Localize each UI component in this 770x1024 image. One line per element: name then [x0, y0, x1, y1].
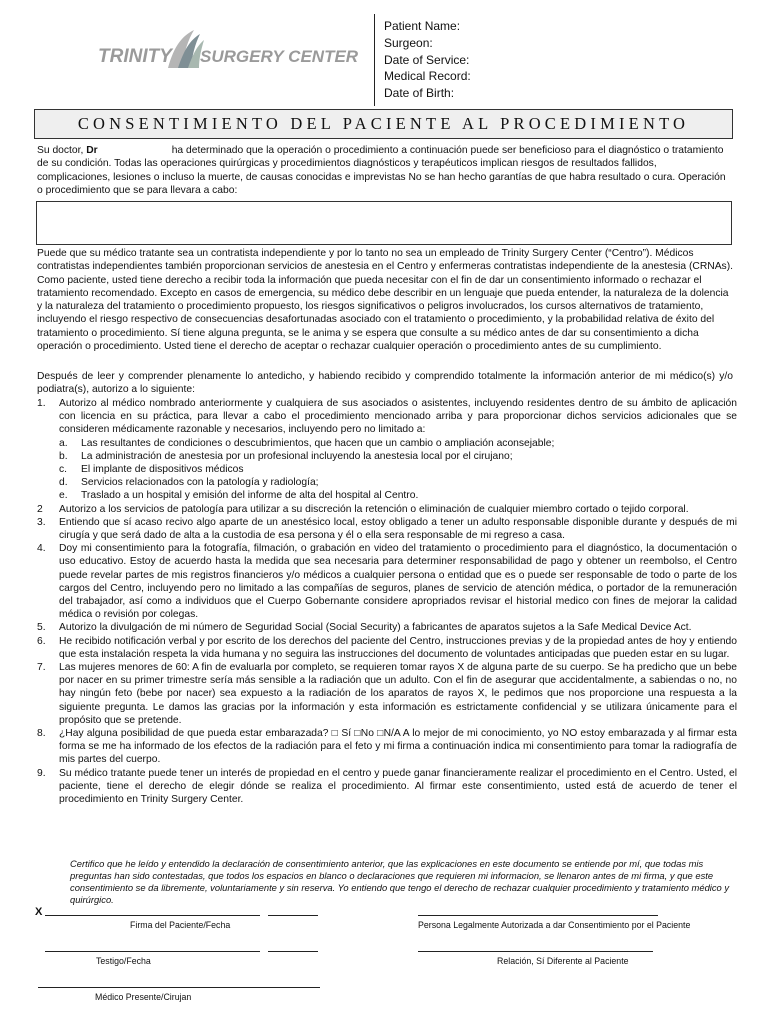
- logo-swoosh-icon: [168, 30, 204, 68]
- list-item: [37, 621, 737, 634]
- doctor-signature-line[interactable]: [38, 987, 320, 988]
- intro-text: ha determinado que la operación o procedimiento a continuación puede ser beneficioso para el diagnóstico o tratamiento de su condición. Todas las operaciones quirúrgicas y procedimientos diagnósticos y terapéuticos implican riesgos de resultados fallidos, complicaciones, lesiones o incluso la muerte, de causas conocidas e imprevistas No se han hecho garantías de que habra resultado o cura. Operación o procedimiento que se para llevara a cabo:: [37, 145, 726, 197]
- item-number: 6.: [37, 635, 46, 647]
- witness-label: Testigo/Fecha: [96, 956, 151, 966]
- sub-item: [59, 476, 737, 489]
- logo-word-left: TRINITY: [98, 46, 172, 67]
- sub-text: Servicios relacionados con la patología y radiología;: [81, 477, 319, 489]
- item-text: Autorizo a los servicios de patología para utilizar a su discreción la retención o eliminación de cualquier miembro cortado o tejido corporal.: [59, 503, 689, 515]
- list-item: [37, 542, 737, 621]
- list-item: [37, 661, 737, 727]
- medical-record-label: Medical Record:: [384, 69, 471, 84]
- patient-info-box: [374, 14, 574, 106]
- item-text: He recibido notificación verbal y por escrito de los derechos del paciente del Centro, instrucciones previas y de la propiedad antes de hoy y entiendo que esta instalación respeta la vida humana y no seguira las instrucciones del documento de voluntades anticipadas que pueden estar en su lugar.: [59, 635, 737, 660]
- trinity-surgery-center-logo: [96, 26, 359, 76]
- intro-prefix: Su doctor,: [37, 145, 87, 156]
- patient-name-label: Patient Name:: [384, 19, 461, 33]
- logo-word-right: SURGERY CENTER: [200, 47, 359, 66]
- patient-date-line[interactable]: [268, 915, 318, 916]
- authorization-intro: Después de leer y comprender plenamente lo antedicho, y habiendo recibido y comprendido totalmente la información anterior de mi médico(s) y/o podiatra(s), autorizo a lo siguiente:: [37, 371, 733, 396]
- sub-letter: b.: [59, 450, 68, 462]
- item-text: Doy mi consentimiento para la fotografía, filmación, o grabación en video del tratamiento o procedimiento para el diagnóstico, la documentación o uso educativo. Estoy de acuerdo hasta la medida que sea necesaria para determiner responsabilidad de pago y obtener un reembolso, el Centro puede revelar partes de mis registros financieros y/o médicos a cualquier persona o entidad que es o puede ser responsable de todo o parte de los cargos del Centro, incluyendo pero no limitado a las compañías de seguros, planes de servicio de atención médica, o portador de la remuneración del trabajador, así como a individuos que el Cuerpo Gobernante considere apropriados revisar el historial medico con fines de mejorar la calidad médica o revisión por colegas.: [59, 543, 737, 621]
- form-title: CONSENTIMIENTO DEL PACIENTE AL PROCEDIMIENTO: [34, 109, 733, 139]
- sub-text: El implante de dispositivos médicos: [81, 464, 244, 476]
- date-of-birth-label: Date of Birth:: [384, 86, 455, 101]
- sub-item: [59, 489, 737, 502]
- sub-item: [59, 437, 737, 450]
- authorized-person-line[interactable]: [418, 915, 658, 916]
- item-text: Su médico tratante puede tener un interés de propiedad en el centro y puede ganar financieramente realizar el procedimiento en el Centro. Usted, el paciente, tiene el derecho de elegir dónde se realiza el procedimiento. Al firmar este consentimiento, usted está de acuerdo de tener el procedimiento en Trinity Surgery Center.: [59, 767, 737, 806]
- item-text: Autorizo la divulgación de mi número de Seguridad Social (Social Security) a fabricantes de aparatos sujetos a la Safe Medical Device Act.: [59, 622, 692, 634]
- sub-text: Las resultantes de condiciones o descubrimientos, que hacen que un cambio o ampliación aconsejable;: [81, 437, 555, 449]
- item-number: 8.: [37, 728, 46, 740]
- logo-graphic: [96, 26, 359, 76]
- sub-item: [59, 450, 737, 463]
- surgeon-label: Surgeon:: [384, 35, 433, 50]
- doctor-label: Médico Presente/Cirujan: [95, 992, 192, 1002]
- procedure-input-box[interactable]: [36, 201, 732, 245]
- patient-signature-line[interactable]: [45, 915, 260, 916]
- patient-signature-label: Firma del Paciente/Fecha: [130, 920, 231, 930]
- sub-letter: a.: [59, 437, 68, 449]
- intro-paragraph: [37, 144, 731, 198]
- item-number: 2: [37, 503, 43, 515]
- item-number: 9.: [37, 767, 46, 779]
- doctor-name-field[interactable]: Dr: [86, 145, 98, 156]
- witness-date-line[interactable]: [268, 951, 318, 952]
- relation-line[interactable]: [418, 951, 653, 952]
- relation-label: Relación, Sí Diferente al Paciente: [497, 956, 629, 966]
- authorized-person-label: Persona Legalmente Autorizada a dar Consentimiento por el Paciente: [418, 920, 691, 930]
- sub-item: [59, 463, 737, 476]
- signature-x-mark: X: [35, 906, 43, 918]
- item-number: 3.: [37, 516, 46, 528]
- list-item: [37, 516, 737, 542]
- contractor-paragraph: Puede que su médico tratante sea un contratista independiente y por lo tanto no sea un empleado de Trinity Surgery Center (“Centro”). Médicos contratistas independientes también proporcionan servicios de anestesia en el Centro y enfermeras contratistas independiente de la anestesia (CRNAs). Como paciente, usted tiene derecho a recibir toda la información que pueda necesitar con el fin de dar un consentimiento informado o rechazar el tratamiento recomendado. Excepto en casos de emergencia, su médico debe describir en un lenguaje que pueda entender, la naturaleza de la dolencia y la naturaleza del tratamiento o procedimiento propuesto, los riesgos significativos o peligros involucrados, los cursos alternativos de tratamiento, incluyendo el riesgo respectivo de consecuencias desafortunadas asociado con el tratamiento o procedimiento, y la probabilidad relativa de éxito del tratamiento o procedimiento. Sí tiene alguna pregunta, se le anima y se espera que consulte a su médico antes de dar su consentimiento a dicha operación o procedimiento. Usted tiene el derecho de aceptar o rechazar cualquier operación o procedimiento antes de su cumplimiento.: [37, 248, 734, 353]
- item-number: 4.: [37, 543, 46, 555]
- item-number: 7.: [37, 662, 46, 674]
- list-item: [37, 767, 737, 807]
- pregnancy-question-item: [37, 727, 737, 767]
- sub-text: Traslado a un hospital y emisión del informe de alta del hospital al Centro.: [81, 490, 419, 502]
- item-text: Autorizo al médico nombrado anteriormente y cualquiera de sus asociados o asistentes, incluyendo residentes dentro de su ámbito de aplicación con licencia en su práctica, para llevar a cabo el procedimiento mencionado arriba y para proporcionar dichos servicios adicionales que se consideren médicamente razonable y necesarios, incluyendo pero no limitado a:: [59, 398, 737, 436]
- witness-signature-line[interactable]: [45, 951, 260, 952]
- item-number: 5.: [37, 622, 46, 634]
- item-number: 1.: [37, 398, 46, 409]
- sub-letter: e.: [59, 490, 68, 502]
- certification-statement: Certifico que he leído y entendido la declaración de consentimiento anterior, que las explicaciones en este documento se entiende por mí, que todas mis preguntas han sido contestadas, que todos los espacios en blanco o declaraciones que requieren mi informacion, se llenaron antes de mi firma, y que este consentimiento se da libremente, voluntariamente y sin reserva. Yo entiendo que tengo el derecho de rechazar cualquier procedimiento y tratamiento médico y quirúrgico.: [70, 858, 730, 906]
- list-item: [37, 397, 737, 503]
- list-item: [37, 635, 737, 661]
- item-text: Las mujeres menores de 60: A fin de evaluarla por completo, se requieren tomar rayos X de alguna parte de su cuerpo. Se ha predicho que un bebe por nacer en su primer trimestre sería más sensible a la radiación que un adulto. Con el fin de asegurar que accidentalmente, a sabiendas o no, no hay ningún feto (bebe por nacer) sea expuesto a la radiación de los aparatos de rayos X, le pedimos que nos proporcione una respuesta a la siguiente pregunta. Le damos las gracias por la información y esta información es estrictamente confidencial y se utilizara únicamente para el propósito que se pretende.: [59, 662, 737, 726]
- sub-letter: d.: [59, 477, 68, 489]
- list-item: [37, 503, 737, 516]
- sub-text: La administración de anestesia por un profesional incluyendo la anestesia local por el cirujano;: [81, 450, 513, 462]
- item-text: Entiendo que sí acaso recivo algo aparte de un anestésico local, estoy obligado a tener un adulto responsable disponible durante y después de mi cirugía y que será dado de alta a la custodia de esa persona y él o ella sera responsable de mi regreso a casa.: [59, 516, 737, 542]
- date-of-service-label: Date of Service:: [384, 52, 470, 67]
- authorization-list: [37, 397, 737, 806]
- item-text: ¿Hay alguna posibilidad de que pueda estar embarazada? □ Sí □No □N/A A lo mejor de mi conocimiento, yo NO estoy embarazada y al firmar esta forma se me ha informado de los efectos de la radiación para el feto y mi firma a continuación indica mi consentimiento para tomar la radiografía de mis partes del cuerpo.: [59, 728, 737, 766]
- sub-letter: c.: [59, 464, 68, 476]
